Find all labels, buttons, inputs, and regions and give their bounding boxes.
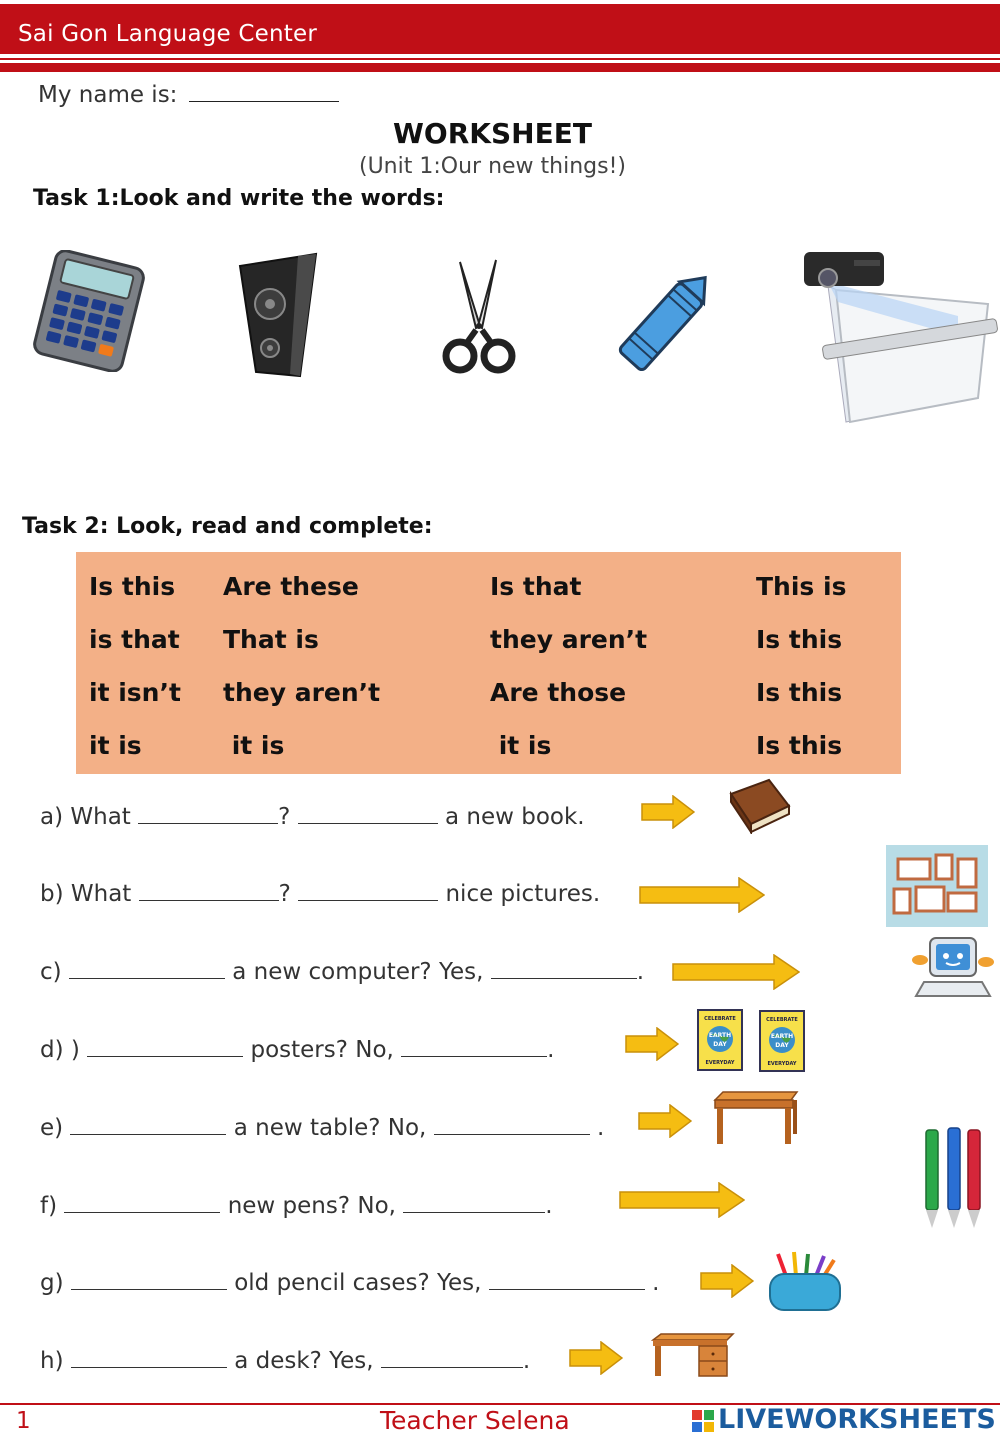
header-bar: [0, 4, 1000, 54]
pencil-case-icon: [768, 1250, 842, 1312]
word-cell: Is this: [756, 678, 843, 707]
question-h: [40, 1348, 530, 1374]
question-f: [40, 1193, 553, 1219]
task1-title: Task 1:Look and write the words:: [33, 186, 445, 211]
word-cell: Is this: [89, 572, 176, 601]
answer-blank[interactable]: [138, 804, 278, 824]
word-cell: it is: [89, 731, 142, 760]
poster-icon: [697, 1009, 743, 1071]
question-text: .: [545, 1193, 553, 1219]
computer-icon: [910, 932, 996, 1002]
answer-blank[interactable]: [298, 881, 438, 901]
question-d: [40, 1037, 554, 1063]
question-label: h): [40, 1348, 64, 1374]
poster-text: DAY: [775, 1042, 789, 1049]
question-text: a desk? Yes,: [234, 1348, 374, 1374]
answer-blank[interactable]: [491, 959, 637, 979]
arrow-icon: [638, 1104, 692, 1138]
arrow-icon: [625, 1027, 679, 1061]
poster-text: CELEBRATE: [704, 1016, 736, 1022]
word-cell: they aren’t: [223, 678, 381, 707]
question-label: e): [40, 1115, 64, 1141]
answer-blank[interactable]: [87, 1037, 243, 1057]
word-cell: Is that: [490, 572, 582, 601]
question-b: [40, 881, 600, 907]
question-text: nice pictures.: [445, 881, 601, 907]
word-cell: Is this: [756, 625, 843, 654]
book-icon: [725, 776, 793, 834]
name-row: [38, 80, 339, 108]
arrow-icon: [639, 877, 765, 913]
question-text: .: [522, 1348, 531, 1374]
word-cell: That is: [223, 625, 319, 654]
word-cell: is that: [89, 625, 180, 654]
header-divider-thick: [0, 63, 1000, 72]
question-text: What: [70, 804, 131, 830]
answer-blank[interactable]: [71, 1270, 227, 1290]
pens-icon: [920, 1124, 986, 1230]
question-label: f): [40, 1193, 58, 1219]
task2-title: Task 2: Look, read and complete:: [22, 514, 433, 539]
question-label: c): [40, 959, 62, 985]
word-cell: it is: [490, 731, 552, 760]
poster-text: CELEBRATE: [766, 1017, 798, 1023]
arrow-icon: [641, 795, 695, 829]
question-text: .: [652, 1270, 660, 1296]
answer-blank[interactable]: [71, 1348, 227, 1368]
worksheet-subtitle: (Unit 1:Our new things!): [359, 154, 626, 179]
question-text: ?: [278, 881, 291, 907]
question-text: posters? No,: [250, 1037, 394, 1063]
word-cell: it isn’t: [89, 678, 181, 707]
poster-icon: [759, 1010, 805, 1072]
word-cell: Is this: [756, 731, 843, 760]
answer-blank[interactable]: [401, 1037, 547, 1057]
pictures-icon: [886, 845, 988, 927]
table-icon: [711, 1090, 799, 1146]
poster-text: EVERYDAY: [767, 1061, 797, 1067]
word-box: [76, 552, 901, 774]
scissors-icon: [440, 256, 518, 378]
teacher-name: Teacher Selena: [380, 1406, 570, 1435]
crayon-icon: [606, 260, 728, 380]
poster-text: EARTH: [708, 1032, 732, 1039]
word-cell: This is: [756, 572, 847, 601]
brand-name[interactable]: LIVEWORKSHEETS: [718, 1404, 996, 1435]
question-text: ?: [278, 804, 291, 830]
poster-text: DAY: [713, 1041, 727, 1048]
answer-blank[interactable]: [64, 1193, 220, 1213]
answer-blank[interactable]: [403, 1193, 545, 1213]
projector-icon: [798, 246, 998, 424]
question-text: new pens? No,: [227, 1193, 396, 1219]
arrow-icon: [619, 1182, 745, 1218]
arrow-icon: [569, 1341, 623, 1375]
word-cell: it is: [223, 731, 285, 760]
poster-text: EARTH: [770, 1033, 794, 1040]
worksheet-title: WORKSHEET: [393, 117, 592, 150]
answer-blank[interactable]: [489, 1270, 645, 1290]
question-text: .: [597, 1115, 605, 1141]
question-a: [40, 804, 585, 830]
word-cell: they aren’t: [490, 625, 648, 654]
name-blank[interactable]: [189, 80, 339, 102]
question-g: [40, 1270, 659, 1296]
question-text: What: [70, 881, 132, 907]
word-cell: Are those: [490, 678, 627, 707]
answer-blank[interactable]: [298, 804, 438, 824]
answer-blank[interactable]: [434, 1115, 590, 1135]
question-text: old pencil cases? Yes,: [234, 1270, 482, 1296]
header-divider: [0, 58, 1000, 60]
header-title: Sai Gon Language Center: [18, 21, 318, 47]
question-text: a new book.: [444, 804, 585, 830]
arrow-icon: [700, 1264, 754, 1298]
page-number: 1: [16, 1408, 31, 1434]
word-cell: Are these: [223, 572, 359, 601]
question-text: .: [547, 1037, 555, 1063]
question-e: [40, 1115, 604, 1141]
question-text: a new table? No,: [233, 1115, 427, 1141]
answer-blank[interactable]: [139, 881, 279, 901]
question-text: a new computer? Yes,: [232, 959, 484, 985]
answer-blank[interactable]: [381, 1348, 523, 1368]
poster-text: EVERYDAY: [705, 1060, 735, 1066]
question-label: d) ): [40, 1037, 80, 1063]
question-c: [40, 959, 644, 985]
arrow-icon: [672, 954, 800, 990]
answer-blank[interactable]: [69, 959, 225, 979]
speaker-icon: [236, 252, 320, 378]
answer-blank[interactable]: [70, 1115, 226, 1135]
question-label: b): [40, 881, 64, 907]
calculator-icon: [30, 250, 148, 372]
name-label: My name is:: [38, 82, 178, 108]
desk-icon: [651, 1332, 735, 1378]
question-label: g): [40, 1270, 64, 1296]
question-text: .: [636, 959, 645, 985]
liveworksheets-logo-icon: [692, 1410, 714, 1432]
question-label: a): [40, 804, 64, 830]
